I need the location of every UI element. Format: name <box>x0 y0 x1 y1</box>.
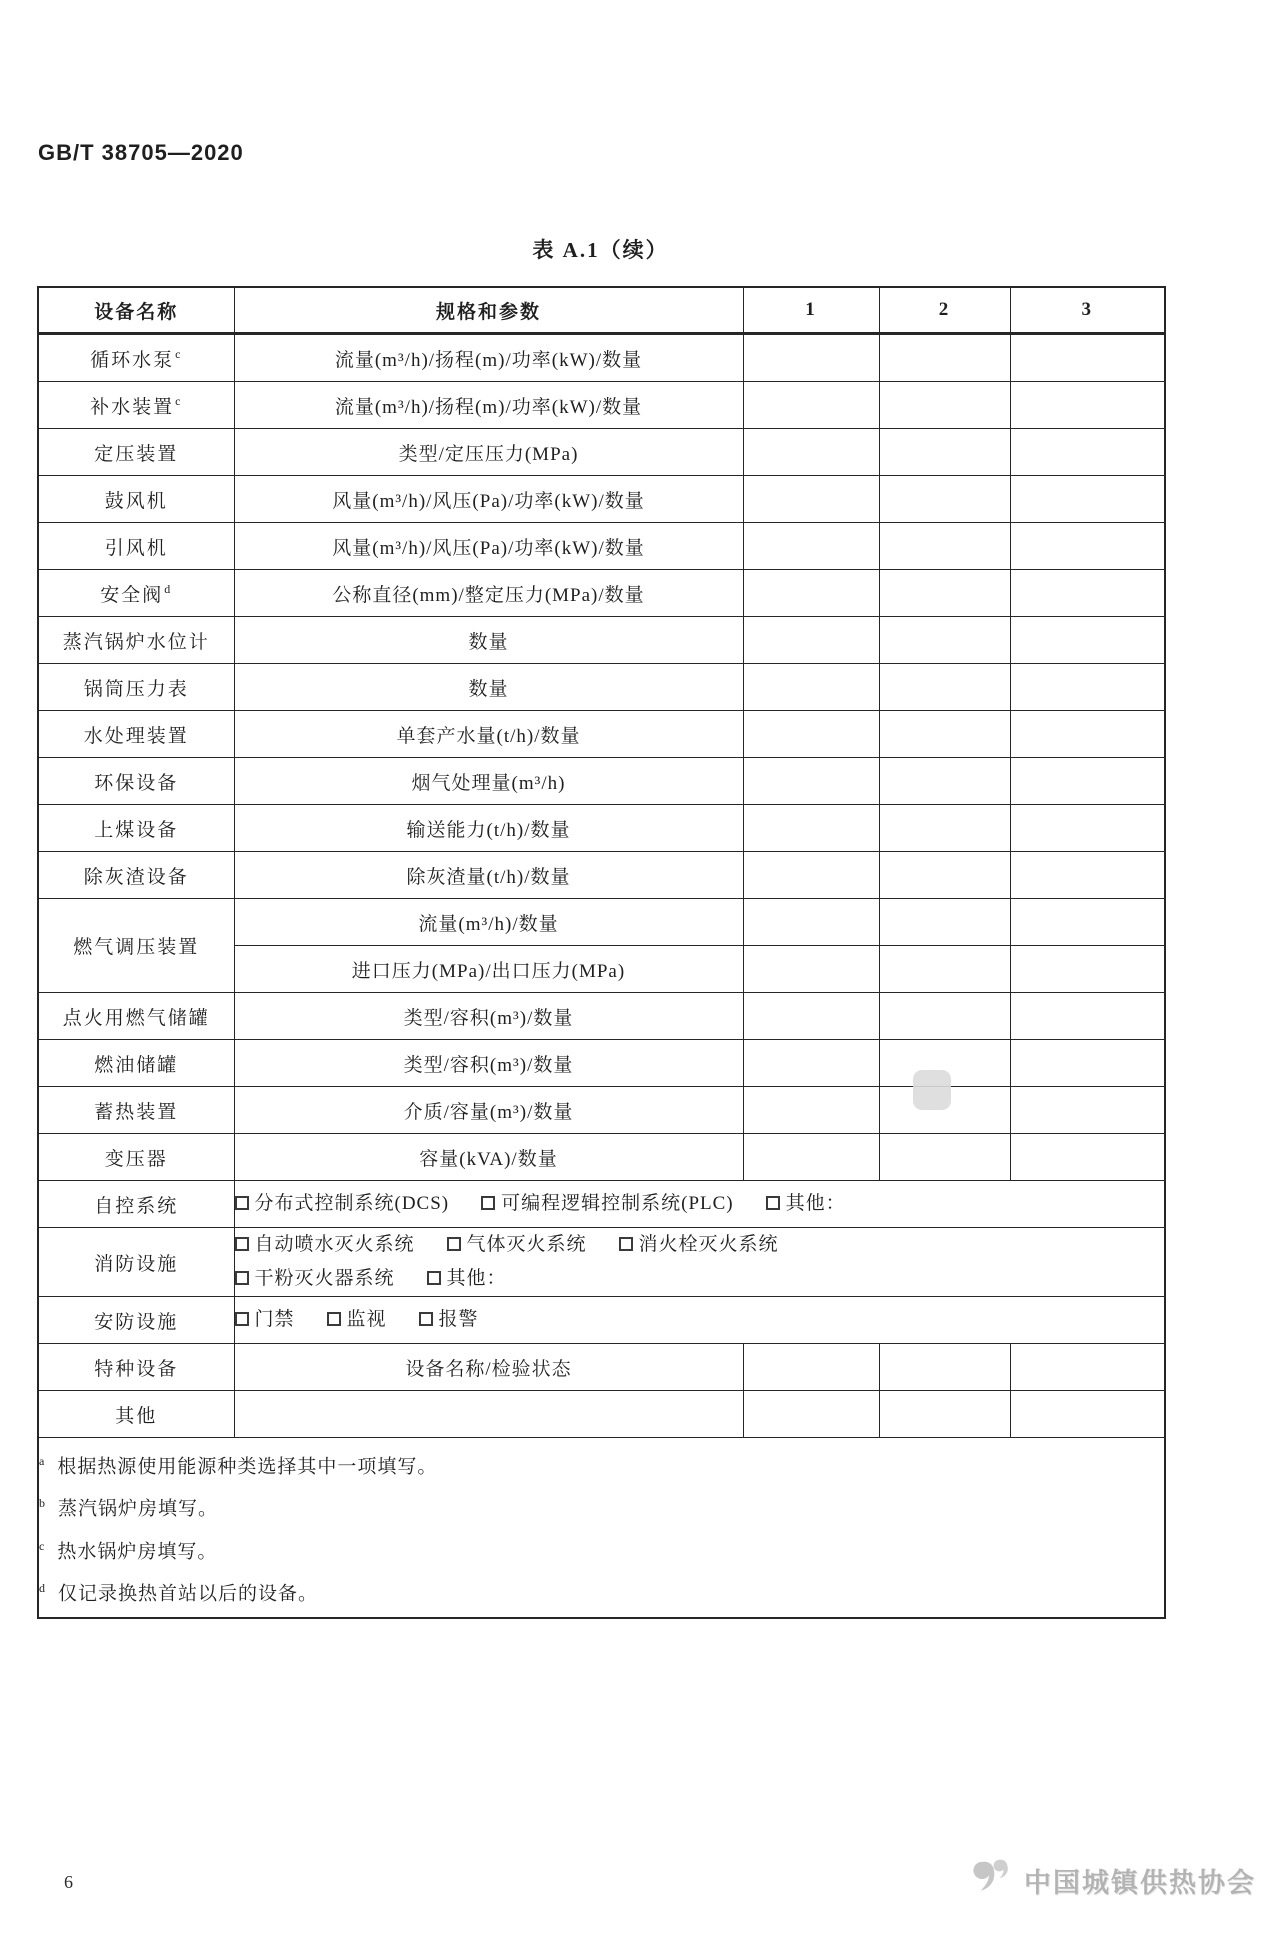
page-number: 6 <box>64 1872 73 1892</box>
equipment-name-cell <box>38 1391 234 1438</box>
checkbox-icon <box>327 1312 341 1326</box>
equipment-name-label: 燃油储罐 <box>94 1054 179 1076</box>
equipment-name-label: 水处理装置 <box>83 725 189 747</box>
value-cell-1 <box>743 711 879 758</box>
checkbox-icon <box>619 1237 633 1251</box>
footnote-mark: c <box>39 1538 46 1553</box>
value-cell-3 <box>1010 476 1165 523</box>
equipment-name-label: 鼓风机 <box>104 490 168 512</box>
checkbox-icon <box>766 1196 780 1210</box>
table-row <box>38 382 1165 429</box>
value-cell-3 <box>1010 993 1165 1040</box>
table-row <box>38 476 1165 523</box>
value-cell-3 <box>1010 1087 1165 1134</box>
value-cell-2 <box>879 1134 1010 1181</box>
checkbox-option <box>235 1187 450 1221</box>
value-cell-2 <box>879 711 1010 758</box>
equipment-name-cell <box>38 664 234 711</box>
footnote-line <box>39 1575 1164 1607</box>
value-cell-2 <box>879 382 1010 429</box>
footnote-line <box>39 1490 1164 1522</box>
equipment-name-label: 安全阀 <box>100 584 164 606</box>
value-cell-1 <box>743 1391 879 1438</box>
value-cell-3 <box>1010 852 1165 899</box>
equipment-name-cell <box>38 334 234 382</box>
table-row <box>38 1181 1165 1228</box>
value-cell-1 <box>743 758 879 805</box>
value-cell-3 <box>1010 758 1165 805</box>
spec-cell: 单套产水量(t/h)/数量 <box>234 711 743 758</box>
equipment-name-cell <box>38 758 234 805</box>
footnote-mark-superscript: c <box>175 394 183 409</box>
equipment-name-cell <box>38 852 234 899</box>
spec-cell: 流量(m³/h)/数量 <box>234 899 743 946</box>
spec-cell: 容量(kVA)/数量 <box>234 1134 743 1181</box>
equipment-name-cell <box>38 1087 234 1134</box>
value-cell-3 <box>1010 382 1165 429</box>
equipment-name-cell <box>38 1344 234 1391</box>
spec-cell: 烟气处理量(m³/h) <box>234 758 743 805</box>
equipment-name-label: 安防设施 <box>94 1311 179 1333</box>
checkbox-icon <box>427 1271 441 1285</box>
value-cell-3 <box>1010 617 1165 664</box>
value-cell-1 <box>743 1087 879 1134</box>
table-title: 表 A.1（续） <box>532 238 669 262</box>
value-cell-3 <box>1010 1040 1165 1087</box>
checkbox-label: 分布式控制系统(DCS) <box>254 1193 450 1214</box>
checkbox-label: 消火栓灭火系统 <box>638 1234 779 1255</box>
equipment-name-label: 蒸汽锅炉水位计 <box>62 631 210 653</box>
equipment-name-cell <box>38 899 234 993</box>
checkbox-option <box>427 1262 507 1296</box>
header-spec-params: 规格和参数 <box>234 287 743 334</box>
table-row <box>38 1344 1165 1391</box>
spec-cell: 设备名称/检验状态 <box>234 1344 743 1391</box>
value-cell-3 <box>1010 946 1165 993</box>
table-row <box>38 1297 1165 1344</box>
equipment-name-label: 自控系统 <box>94 1195 179 1217</box>
spec-cell: 流量(m³/h)/扬程(m)/功率(kW)/数量 <box>234 382 743 429</box>
equipment-name-cell <box>38 1040 234 1087</box>
equipment-table <box>37 286 1166 1619</box>
checkbox-options-cell <box>234 1181 1165 1228</box>
footer-brand <box>970 1858 1256 1902</box>
checkbox-option <box>447 1228 587 1262</box>
table-row <box>38 852 1165 899</box>
footnote-line <box>39 1533 1164 1565</box>
footnote-mark: b <box>39 1496 46 1511</box>
table-row <box>38 570 1165 617</box>
footnote-line <box>39 1448 1164 1480</box>
value-cell-3 <box>1010 523 1165 570</box>
value-cell-1 <box>743 664 879 711</box>
checkbox-option <box>766 1187 846 1221</box>
footnotes-cell <box>38 1438 1165 1619</box>
value-cell-3 <box>1010 1134 1165 1181</box>
checkbox-label: 干粉灭火器系统 <box>254 1268 395 1289</box>
equipment-name-label: 点火用燃气储罐 <box>62 1007 210 1029</box>
spec-cell: 类型/定压压力(MPa) <box>234 429 743 476</box>
value-cell-1 <box>743 993 879 1040</box>
checkbox-icon <box>235 1312 249 1326</box>
gray-watermark-square <box>913 1070 951 1110</box>
checkbox-label: 可编程逻辑控制系统(PLC) <box>501 1193 734 1214</box>
equipment-name-cell <box>38 523 234 570</box>
equipment-name-label: 引风机 <box>104 537 168 559</box>
spec-cell: 进口压力(MPa)/出口压力(MPa) <box>234 946 743 993</box>
table-row <box>38 664 1165 711</box>
equipment-name-label: 上煤设备 <box>94 819 179 841</box>
value-cell-1 <box>743 476 879 523</box>
checkbox-icon <box>419 1312 433 1326</box>
heating-association-logo-icon <box>970 1858 1016 1902</box>
equipment-name-cell <box>38 1297 234 1344</box>
value-cell-2 <box>879 899 1010 946</box>
table-row <box>38 334 1165 382</box>
footnote-text: 仅记录换热首站以后的设备。 <box>58 1583 319 1605</box>
value-cell-2 <box>879 523 1010 570</box>
spec-cell: 输送能力(t/h)/数量 <box>234 805 743 852</box>
header-col-1: 1 <box>743 287 879 334</box>
table-row <box>38 523 1165 570</box>
checkbox-option <box>235 1262 395 1296</box>
value-cell-2 <box>879 852 1010 899</box>
value-cell-1 <box>743 1344 879 1391</box>
value-cell-3 <box>1010 711 1165 758</box>
footnote-text: 蒸汽锅炉房填写。 <box>58 1498 219 1520</box>
table-row <box>38 1391 1165 1438</box>
checkbox-option <box>235 1228 415 1262</box>
checkbox-label: 报警 <box>438 1309 479 1330</box>
spec-cell: 数量 <box>234 617 743 664</box>
value-cell-3 <box>1010 429 1165 476</box>
value-cell-3 <box>1010 1344 1165 1391</box>
table-row <box>38 617 1165 664</box>
table-row <box>38 1087 1165 1134</box>
value-cell-2 <box>879 664 1010 711</box>
checkbox-option <box>235 1303 295 1337</box>
standard-number: GB/T 38705—2020 <box>38 140 244 165</box>
equipment-name-label: 定压装置 <box>94 443 179 465</box>
value-cell-2 <box>879 476 1010 523</box>
table-row <box>38 758 1165 805</box>
value-cell-1 <box>743 805 879 852</box>
table-row <box>38 1228 1165 1297</box>
value-cell-1 <box>743 899 879 946</box>
equipment-name-label: 蓄热装置 <box>94 1101 179 1123</box>
checkbox-icon <box>481 1196 495 1210</box>
equipment-name-label: 除灰渣设备 <box>83 866 189 888</box>
checkbox-option <box>481 1187 734 1221</box>
spec-cell: 风量(m³/h)/风压(Pa)/功率(kW)/数量 <box>234 523 743 570</box>
equipment-name-cell <box>38 805 234 852</box>
equipment-name-label: 特种设备 <box>94 1358 179 1380</box>
checkbox-label: 自动喷水灭火系统 <box>254 1234 415 1255</box>
value-cell-3 <box>1010 805 1165 852</box>
spec-cell: 除灰渣量(t/h)/数量 <box>234 852 743 899</box>
value-cell-2 <box>879 993 1010 1040</box>
table-row <box>38 993 1165 1040</box>
value-cell-1 <box>743 946 879 993</box>
equipment-name-label: 环保设备 <box>94 772 179 794</box>
footnote-text: 根据热源使用能源种类选择其中一项填写。 <box>57 1456 438 1478</box>
value-cell-2 <box>879 1344 1010 1391</box>
value-cell-1 <box>743 852 879 899</box>
spec-cell: 公称直径(mm)/整定压力(MPa)/数量 <box>234 570 743 617</box>
value-cell-1 <box>743 382 879 429</box>
footnote-mark: d <box>39 1580 46 1595</box>
spec-cell <box>234 1391 743 1438</box>
footnote-mark-superscript: c <box>175 347 183 362</box>
spec-cell: 流量(m³/h)/扬程(m)/功率(kW)/数量 <box>234 334 743 382</box>
equipment-name-cell <box>38 570 234 617</box>
checkbox-option <box>619 1228 779 1262</box>
value-cell-2 <box>879 805 1010 852</box>
equipment-name-label: 循环水泵 <box>90 349 175 371</box>
checkbox-icon <box>447 1237 461 1251</box>
equipment-name-label: 锅筒压力表 <box>83 678 189 700</box>
value-cell-3 <box>1010 1391 1165 1438</box>
spec-cell: 数量 <box>234 664 743 711</box>
value-cell-2 <box>879 1391 1010 1438</box>
header-equipment-name: 设备名称 <box>38 287 234 334</box>
checkbox-options-cell <box>234 1228 1165 1297</box>
table-row <box>38 805 1165 852</box>
spec-cell: 介质/容量(m³)/数量 <box>234 1087 743 1134</box>
value-cell-1 <box>743 429 879 476</box>
value-cell-1 <box>743 1040 879 1087</box>
checkbox-label: 其他： <box>785 1193 846 1214</box>
checkbox-icon <box>235 1237 249 1251</box>
value-cell-2 <box>879 758 1010 805</box>
equipment-name-label: 燃气调压装置 <box>73 937 200 958</box>
table-row <box>38 899 1165 946</box>
value-cell-3 <box>1010 570 1165 617</box>
checkbox-icon <box>235 1196 249 1210</box>
value-cell-3 <box>1010 664 1165 711</box>
equipment-name-cell <box>38 382 234 429</box>
equipment-name-cell <box>38 1228 234 1297</box>
value-cell-1 <box>743 617 879 664</box>
value-cell-1 <box>743 334 879 382</box>
table-row <box>38 1134 1165 1181</box>
table-row <box>38 711 1165 758</box>
table-row <box>38 429 1165 476</box>
spec-cell: 风量(m³/h)/风压(Pa)/功率(kW)/数量 <box>234 476 743 523</box>
checkbox-options-cell <box>234 1297 1165 1344</box>
equipment-name-cell <box>38 617 234 664</box>
footer-brand-text: 中国城镇供热协会 <box>1024 1867 1256 1898</box>
footnote-text: 热水锅炉房填写。 <box>57 1540 218 1562</box>
checkbox-label: 其他： <box>446 1268 507 1289</box>
header-col-3: 3 <box>1010 287 1165 334</box>
equipment-name-cell <box>38 476 234 523</box>
equipment-name-label: 变压器 <box>104 1148 168 1170</box>
footnote-mark-superscript: d <box>164 582 173 597</box>
header-col-2: 2 <box>879 287 1010 334</box>
table-row <box>38 1040 1165 1087</box>
value-cell-1 <box>743 570 879 617</box>
equipment-name-cell <box>38 1134 234 1181</box>
value-cell-2 <box>879 946 1010 993</box>
footnotes-row <box>38 1438 1165 1619</box>
checkbox-icon <box>235 1271 249 1285</box>
spec-cell: 类型/容积(m³)/数量 <box>234 993 743 1040</box>
checkbox-label: 气体灭火系统 <box>466 1234 587 1255</box>
value-cell-2 <box>879 334 1010 382</box>
equipment-name-cell <box>38 1181 234 1228</box>
equipment-name-label: 其他 <box>115 1405 158 1427</box>
checkbox-option <box>327 1303 387 1337</box>
value-cell-2 <box>879 617 1010 664</box>
checkbox-option <box>419 1303 479 1337</box>
equipment-name-cell <box>38 711 234 758</box>
equipment-name-cell <box>38 429 234 476</box>
spec-cell: 类型/容积(m³)/数量 <box>234 1040 743 1087</box>
table-header-row <box>38 287 1165 334</box>
value-cell-2 <box>879 570 1010 617</box>
equipment-name-label: 补水装置 <box>90 396 175 418</box>
checkbox-label: 监视 <box>346 1309 387 1330</box>
footnote-mark: a <box>39 1454 46 1468</box>
equipment-name-cell <box>38 993 234 1040</box>
value-cell-3 <box>1010 334 1165 382</box>
checkbox-label: 门禁 <box>254 1309 295 1330</box>
value-cell-1 <box>743 1134 879 1181</box>
value-cell-2 <box>879 429 1010 476</box>
equipment-name-label: 消防设施 <box>94 1253 179 1275</box>
value-cell-3 <box>1010 899 1165 946</box>
value-cell-1 <box>743 523 879 570</box>
